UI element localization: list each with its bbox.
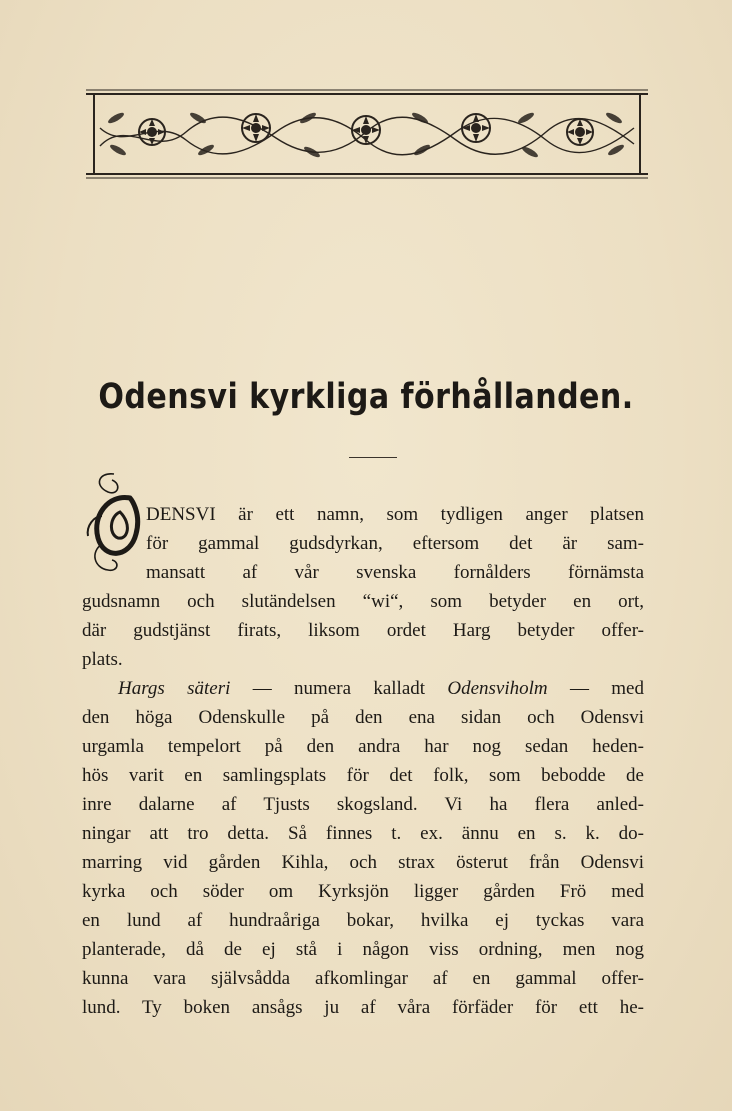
paragraph-2-line: lund. Ty boken ansågs ju af våra förfäder för ett he- xyxy=(82,997,644,1018)
paragraph-1 xyxy=(82,500,644,674)
paragraph-2-line: planterade, då de ej stå i någon viss ordning, men nog xyxy=(82,939,644,960)
paragraph-2-first-line xyxy=(82,674,644,703)
paragraph-2 xyxy=(82,674,644,1022)
dash-text: — numera kalladt xyxy=(230,678,448,699)
paragraph-1-line: DENSVI är ett namn, som tydligen anger platsen xyxy=(146,504,644,525)
paragraph-2-line: ningar att tro detta. Så finnes t. ex. ännu en s. k. do- xyxy=(82,823,644,844)
paragraph-1-line: mansatt af vår svenska fornålders förnämsta xyxy=(146,562,644,583)
paragraph-2-line: en lund af hundraåriga bokar, hvilka ej tyckas vara xyxy=(82,910,644,931)
italic-place-hargs-sateri: Hargs säteri xyxy=(118,678,231,699)
dash-text-tail: — med xyxy=(547,678,644,699)
paragraph-2-line: inre dalarne af Tjusts skogsland. Vi ha flera anled- xyxy=(82,794,644,815)
paragraph-1-line: för gammal gudsdyrkan, eftersom det är sam- xyxy=(146,533,644,554)
paragraph-2-line: urgamla tempelort på den andra har nog sedan heden- xyxy=(82,736,644,757)
paragraph-2-line: kyrka och söder om Kyrksjön ligger gården Frö med xyxy=(82,881,644,902)
paragraph-1-line: där gudstjänst firats, liksom ordet Harg betyder offer- xyxy=(82,620,644,641)
chapter-title: Odensvi kyrkliga förhållanden. xyxy=(98,377,634,417)
paragraph-2-line: hös varit en samlingsplats för det folk, som bebodde de xyxy=(82,765,644,786)
title-divider xyxy=(349,457,397,458)
paragraph-1-line: plats. xyxy=(82,649,123,670)
paragraph-2-line: marring vid gården Kihla, och strax österut från Odensvi xyxy=(82,852,644,873)
floral-ornament-band xyxy=(86,88,648,180)
paragraph-2-line: den höga Odenskulle på den ena sidan och Odensvi xyxy=(82,707,644,728)
paragraph-1-line: gudsnamn och slutändelsen “wi“, som betyder en ort, xyxy=(82,591,644,612)
paragraph-2-line: kunna vara självsådda afkomlingar af en gammal offer- xyxy=(82,968,644,989)
italic-place-odensviholm: Odensviholm xyxy=(447,678,548,699)
